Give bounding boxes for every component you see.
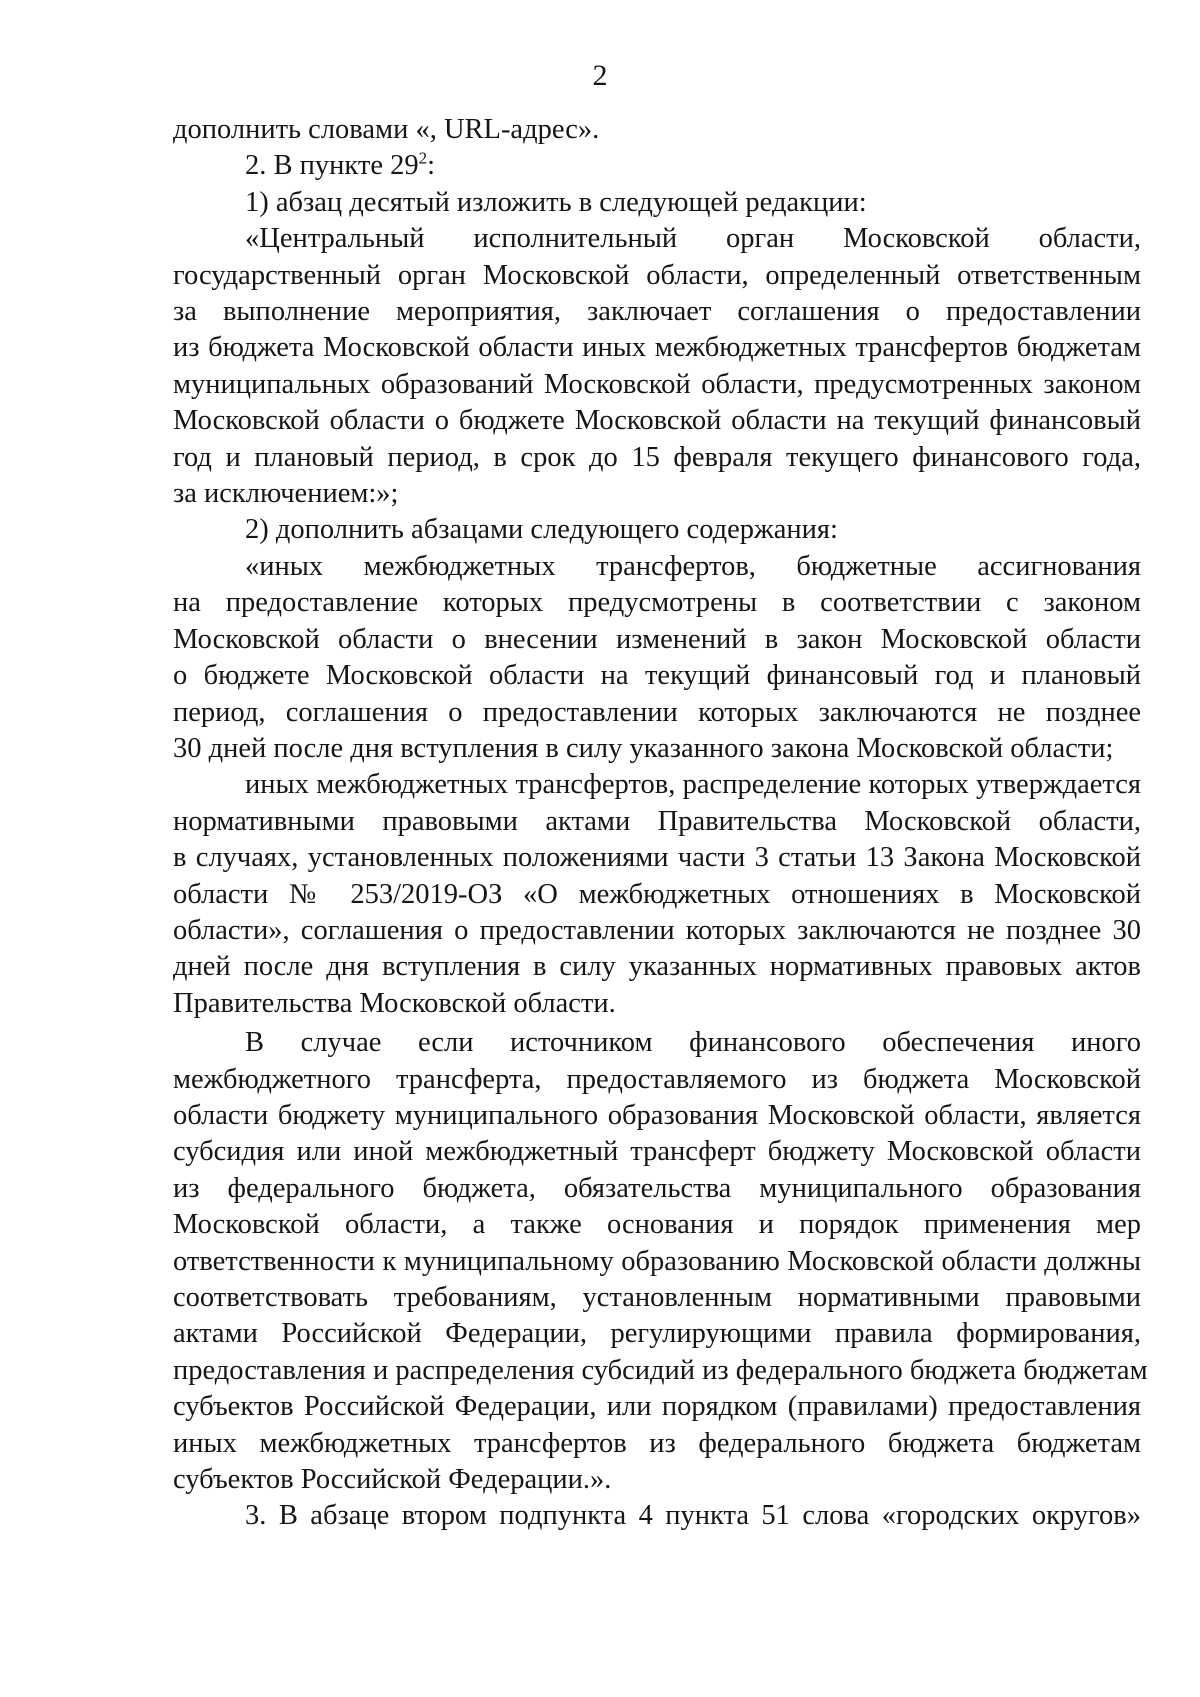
- item-2-label: 2. В пункте 29: [245, 150, 419, 182]
- text-line: субъектов Российской Федерации, или порядком (правилами) предоставления: [173, 1391, 1141, 1423]
- text-line: области», соглашения о предоставлении которых заключаются не позднее 30: [173, 914, 1141, 946]
- text-line: нормативными правовыми актами Правительства Московской области,: [173, 805, 1141, 837]
- text-line: на предоставление которых предусмотрены в соответствии с законом: [173, 587, 1141, 619]
- text-line: «иных межбюджетных трансфертов, бюджетные ассигнования: [245, 550, 1141, 582]
- text-line: области бюджету муниципального образования Московской области, является: [173, 1099, 1141, 1131]
- text-line: 1) абзац десятый изложить в следующей редакции:: [245, 186, 867, 218]
- text-line: за исключением:»;: [173, 478, 399, 510]
- text-line: [173, 148, 1141, 184]
- paragraph-federal-subsidy: [173, 1025, 1148, 1498]
- text-line: из федерального бюджета, обязательства муниципального образования: [173, 1172, 1141, 1204]
- paragraph-other-transfers-government-acts: [173, 767, 1141, 1022]
- text-line: государственный орган Московской области, определенный ответственным: [173, 259, 1141, 291]
- text-line: актами Российской Федерации, регулирующими правила формирования,: [173, 1318, 1141, 1350]
- paragraph-subitem-2: [173, 512, 1141, 548]
- text-line: В случае если источником финансового обеспечения иного: [245, 1027, 1141, 1059]
- text-line: ответственности к муниципальному образованию Московской области должны: [173, 1245, 1141, 1277]
- text-line: области № 253/2019-ОЗ «О межбюджетных отношениях в Московской: [173, 878, 1141, 910]
- text-line: период, соглашения о предоставлении которых заключаются не позднее: [173, 696, 1141, 728]
- paragraph-url-addition: [173, 112, 1141, 148]
- item-2-colon: :: [427, 150, 436, 182]
- text-line: иных межбюджетных трансфертов, распределение которых утверждается: [245, 769, 1141, 801]
- text-line: Московской области о бюджете Московской области на текущий финансовый: [173, 405, 1141, 437]
- text-line: межбюджетного трансферта, предоставляемого из бюджета Московской: [173, 1063, 1141, 1095]
- document-body: [173, 112, 1148, 1535]
- text-line: 3. В абзаце втором подпункта 4 пункта 51 слова «городских округов»: [245, 1500, 1141, 1532]
- text-line: 2) дополнить абзацами следующего содержания:: [245, 514, 838, 546]
- paragraph-other-transfers-law: [173, 549, 1141, 767]
- text-line: в случаях, установленных положениями части 3 статьи 13 Закона Московской: [173, 842, 1141, 874]
- paragraph-item-2-heading: [173, 148, 1141, 184]
- text-line: Московской области, а также основания и порядок применения мер: [173, 1209, 1141, 1241]
- text-line: дополнить словами «, URL-адрес».: [173, 114, 600, 145]
- text-line: Правительства Московской области.: [173, 987, 616, 1019]
- text-line: дней после дня вступления в силу указанных нормативных правовых актов: [173, 951, 1141, 983]
- text-line: субъектов Российской Федерации.».: [173, 1464, 612, 1496]
- text-line: 30 дней после дня вступления в силу указанного закона Московской области;: [173, 732, 1114, 764]
- text-line: субсидия или иной межбюджетный трансферт бюджету Московской области: [173, 1136, 1141, 1168]
- text-line: год и плановый период, в срок до 15 февраля текущего финансового года,: [173, 441, 1141, 473]
- text-line: «Центральный исполнительный орган Московской области,: [245, 223, 1141, 255]
- text-line: предоставления и распределения субсидий из федерального бюджета бюджетам: [173, 1354, 1148, 1386]
- page-number: 2: [592, 59, 608, 92]
- paragraph-quoted-central-body: [173, 221, 1141, 512]
- text-line: иных межбюджетных трансфертов из федерального бюджета бюджетам: [173, 1427, 1141, 1459]
- text-line: за выполнение мероприятия, заключает соглашения о предоставлении: [173, 296, 1141, 328]
- text-line: из бюджета Московской области иных межбюджетных трансфертов бюджетам: [173, 332, 1141, 364]
- paragraph-subitem-1: [173, 185, 1141, 221]
- text-line: о бюджете Московской области на текущий финансовый год и плановый: [173, 660, 1141, 692]
- text-line: Московской области о внесении изменений в закон Московской области: [173, 623, 1141, 655]
- superscript: 2: [418, 148, 428, 168]
- text-line: муниципальных образований Московской области, предусмотренных законом: [173, 368, 1141, 400]
- text-line: соответствовать требованиям, установленным нормативными правовыми: [173, 1282, 1141, 1313]
- paragraph-item-3: [173, 1498, 1141, 1534]
